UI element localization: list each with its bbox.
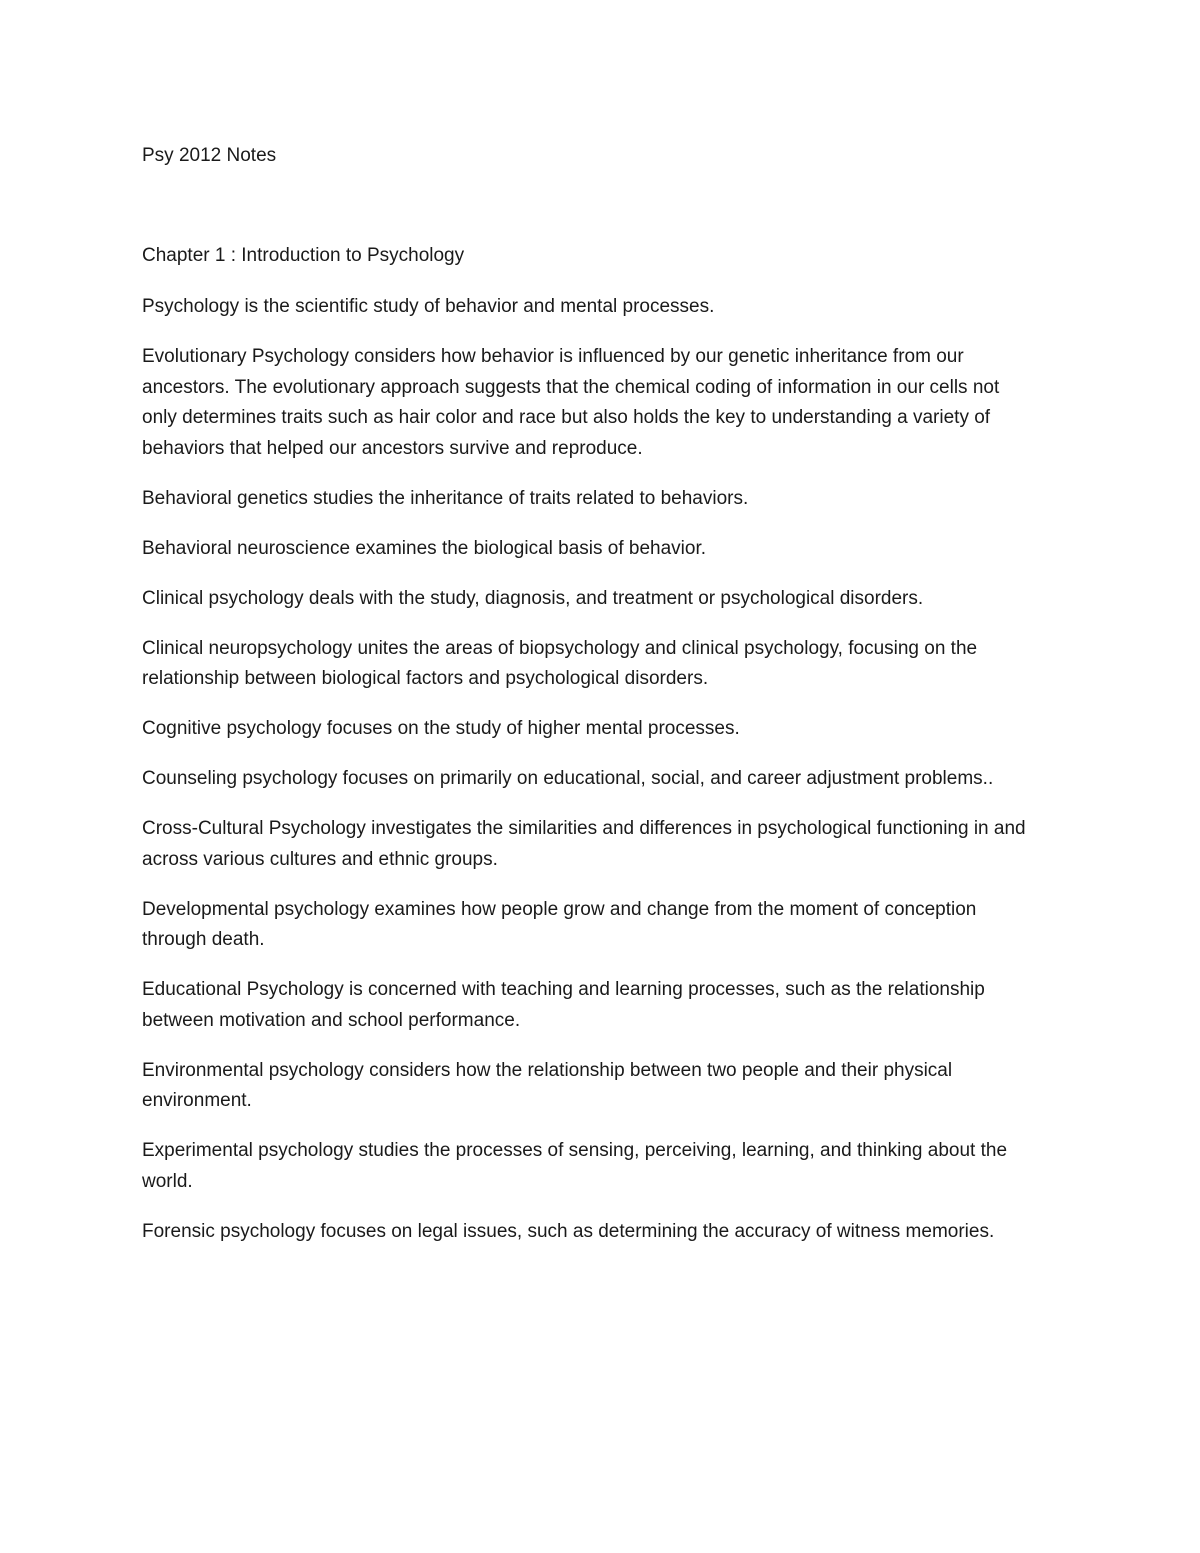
paragraph-line: across various cultures and ethnic groups.: [142, 848, 498, 870]
paragraph: [142, 764, 1062, 795]
paragraph: [142, 292, 1062, 323]
paragraph: [142, 484, 1062, 515]
paragraph-line: Environmental psychology considers how the relationship between two people and their physical: [142, 1059, 953, 1081]
paragraph: [142, 1217, 1062, 1248]
paragraph-line: Cognitive psychology focuses on the study of higher mental processes.: [142, 718, 740, 739]
paragraph-line: Experimental psychology studies the processes of sensing, perceiving, learning, and thinking about the: [142, 1140, 1008, 1161]
paragraph: [142, 584, 1062, 615]
paragraph-line: Developmental psychology examines how people grow and change from the moment of conception: [142, 898, 977, 920]
chapter-heading: Chapter 1 : Introduction to Psychology: [142, 245, 465, 266]
paragraph-line: through death.: [142, 929, 265, 950]
paragraph: [142, 714, 1062, 745]
paragraph-line: environment.: [142, 1090, 252, 1111]
paragraph-line: behaviors that helped our ancestors survive and reproduce.: [142, 437, 643, 459]
paragraph: [142, 634, 1062, 695]
paragraph-line: world.: [142, 1170, 193, 1192]
paragraph: [142, 1136, 1062, 1197]
paragraph-line: Evolutionary Psychology considers how behavior is influenced by our genetic inheritance from our: [142, 346, 964, 367]
document-title: Psy 2012 Notes: [142, 145, 277, 166]
paragraph: [142, 534, 1062, 565]
paragraph-line: Clinical neuropsychology unites the areas of biopsychology and clinical psychology, focusing on the: [142, 637, 978, 659]
paragraph-line: between motivation and school performance.: [142, 1009, 521, 1031]
paragraph-line: Counseling psychology focuses on primarily on educational, social, and career adjustment problems..: [142, 768, 994, 789]
paragraph-line: Forensic psychology focuses on legal issues, such as determining the accuracy of witness memories.: [142, 1220, 995, 1242]
paragraph-line: Cross-Cultural Psychology investigates the similarities and differences in psychological functioning in and: [142, 818, 1026, 839]
paragraph-line: relationship between biological factors and psychological disorders.: [142, 668, 709, 689]
paragraph: [142, 342, 1062, 464]
paragraph: [142, 895, 1062, 956]
paragraph: [142, 975, 1062, 1036]
document-body: [142, 292, 1062, 1267]
paragraph-line: Behavioral neuroscience examines the biological basis of behavior.: [142, 537, 707, 559]
paragraph-line: Clinical psychology deals with the study, diagnosis, and treatment or psychological disorders.: [142, 587, 924, 609]
paragraph-line: only determines traits such as hair color and race but also holds the key to understanding a variety of: [142, 407, 991, 428]
paragraph-line: Educational Psychology is concerned with teaching and learning processes, such as the relationship: [142, 979, 985, 1000]
paragraph: [142, 1056, 1062, 1117]
paragraph-line: ancestors. The evolutionary approach suggests that the chemical coding of information in our cells not: [142, 376, 1000, 398]
paragraph: [142, 814, 1062, 875]
paragraph-line: Psychology is the scientific study of behavior and mental processes.: [142, 296, 715, 317]
paragraph-line: Behavioral genetics studies the inheritance of traits related to behaviors.: [142, 487, 749, 509]
